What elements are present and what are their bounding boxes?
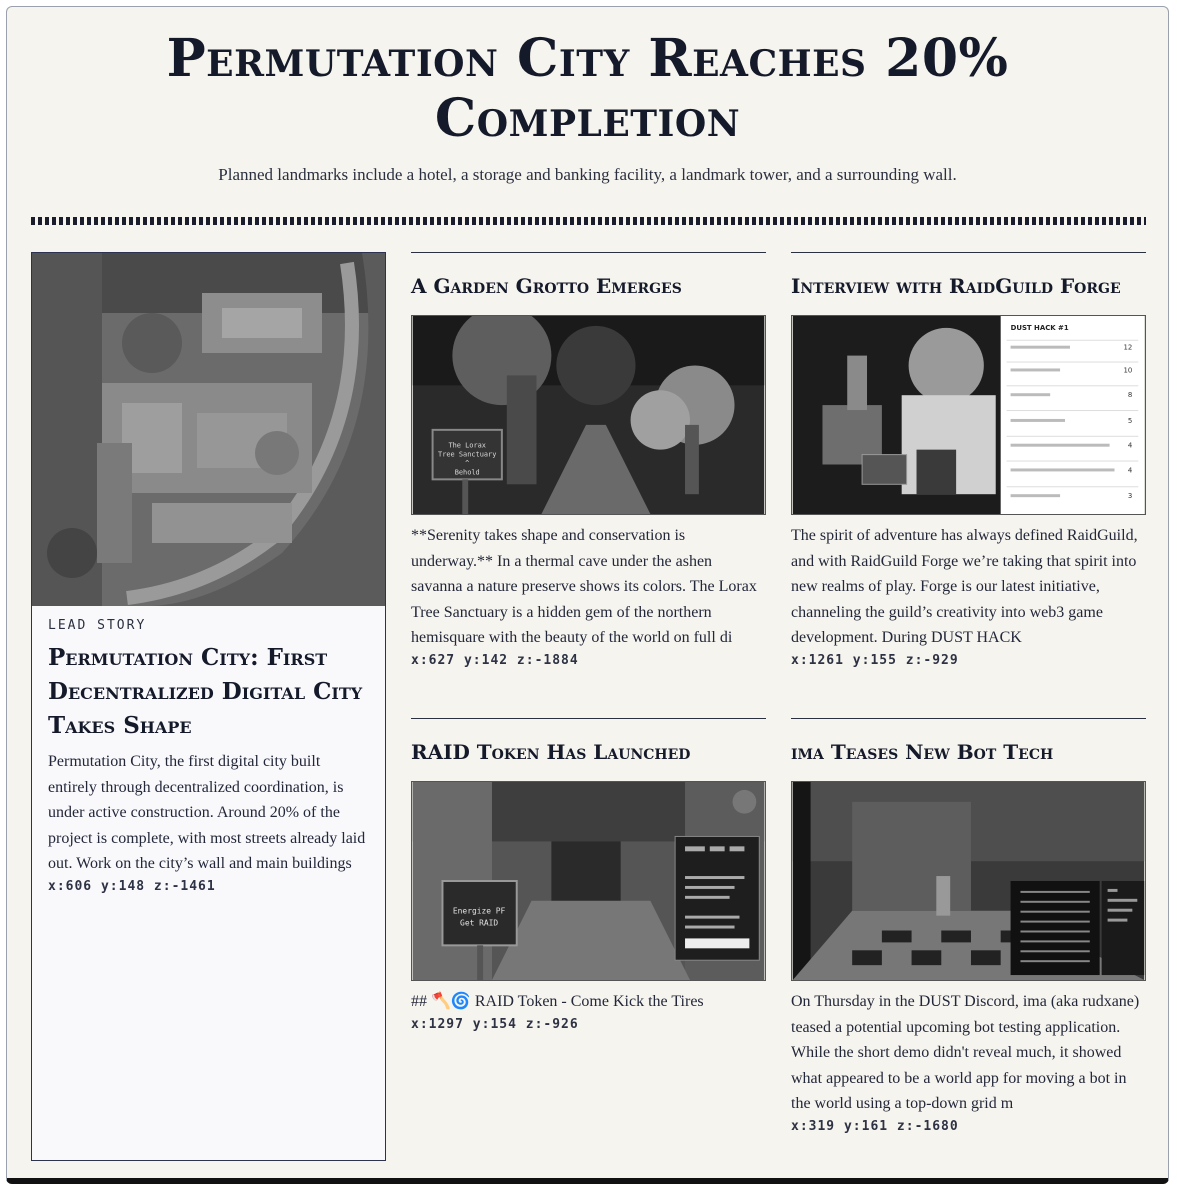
sign-line: Get RAID — [460, 918, 499, 928]
story-title[interactable]: RAID Token Has Launched — [411, 740, 691, 764]
lead-story-image — [32, 253, 385, 606]
story-body: ## 🪓🌀 RAID Token - Come Kick the Tires — [411, 993, 704, 1010]
page-title: Permutation City Reaches 20% Completion — [166, 28, 1009, 149]
sign-line: ^ — [465, 459, 470, 468]
sign-line: Tree Sanctuary — [438, 450, 497, 459]
panel-score: 4 — [1127, 466, 1133, 475]
story-card-garden-grotto[interactable] — [411, 252, 766, 668]
story-coords: x:1297 y:154 z:-926 — [411, 1016, 579, 1032]
story-card-raidguild-forge[interactable] — [791, 252, 1146, 668]
story-image-garden-grotto — [411, 315, 766, 515]
panel-score: 8 — [1127, 391, 1133, 400]
panel-score: 3 — [1127, 492, 1133, 501]
panel-title: DUST HACK #1 — [1010, 323, 1069, 332]
panel-score: 10 — [1123, 366, 1133, 375]
dashed-divider — [31, 217, 1146, 225]
story-coords: x:627 y:142 z:-1884 — [411, 652, 579, 668]
panel-score: 12 — [1123, 343, 1133, 352]
story-image-raidguild-forge — [791, 315, 1146, 515]
story-coords: x:1261 y:155 z:-929 — [791, 652, 959, 668]
newspaper-frame — [6, 6, 1169, 1184]
story-title[interactable]: Interview with RaidGuild Forge — [791, 274, 1121, 298]
lead-story-coords: x:606 y:148 z:-1461 — [48, 878, 216, 894]
sign-line: Behold — [454, 468, 480, 477]
story-body: The spirit of adventure has always defined RaidGuild, and with RaidGuild Forge we’re taking that spirit into new realms of play. Forge is our latest initiative, channeling the guild’s creativity into web3 game development. During DUST HACK — [791, 527, 1138, 646]
story-body: On Thursday in the DUST Discord, ima (aka rudxane) teased a potential upcoming bot testing application. While the short demo didn't reveal much, it showed what appeared to be a world app for moving a bot in the world using a top-down grid m — [791, 993, 1140, 1112]
panel-score: 5 — [1127, 416, 1133, 425]
lead-story-card[interactable] — [31, 252, 386, 1161]
story-coords: x:319 y:161 z:-1680 — [791, 1118, 959, 1134]
story-image-ima-bot-tech — [791, 781, 1146, 981]
story-body: **Serenity takes shape and conservation is underway.** In a thermal cave under the ashen savanna a nature preserve shows its colors. The Lorax Tree Sanctuary is a hidden gem of the northern hemisquare with the beauty of the world on full di — [411, 527, 757, 646]
story-title[interactable]: A Garden Grotto Emerges — [411, 274, 682, 298]
lead-story-kicker: LEAD STORY — [48, 618, 147, 633]
panel-score: 4 — [1127, 441, 1133, 450]
masthead — [7, 7, 1168, 185]
page-subtitle: Planned landmarks include a hotel, a storage and banking facility, a landmark tower, and a surrounding wall. — [218, 165, 957, 184]
lead-story-title[interactable]: Permutation City: First Decentralized Digital City Takes Shape — [48, 644, 363, 739]
story-card-raid-token[interactable] — [411, 718, 766, 1032]
story-image-raid-token — [411, 781, 766, 981]
story-card-ima-bot-tech[interactable] — [791, 718, 1146, 1134]
lead-story-body: Permutation City, the first digital city built entirely through decentralized coordination, is under active construction. Around 20% of the project is complete, with most streets already laid out. Work on the city’s wall and main buildings — [48, 753, 366, 872]
sign-line: The Lorax — [448, 441, 486, 450]
sign-line: Energize PF — [452, 906, 506, 916]
story-title[interactable]: ima Teases New Bot Tech — [791, 740, 1054, 764]
